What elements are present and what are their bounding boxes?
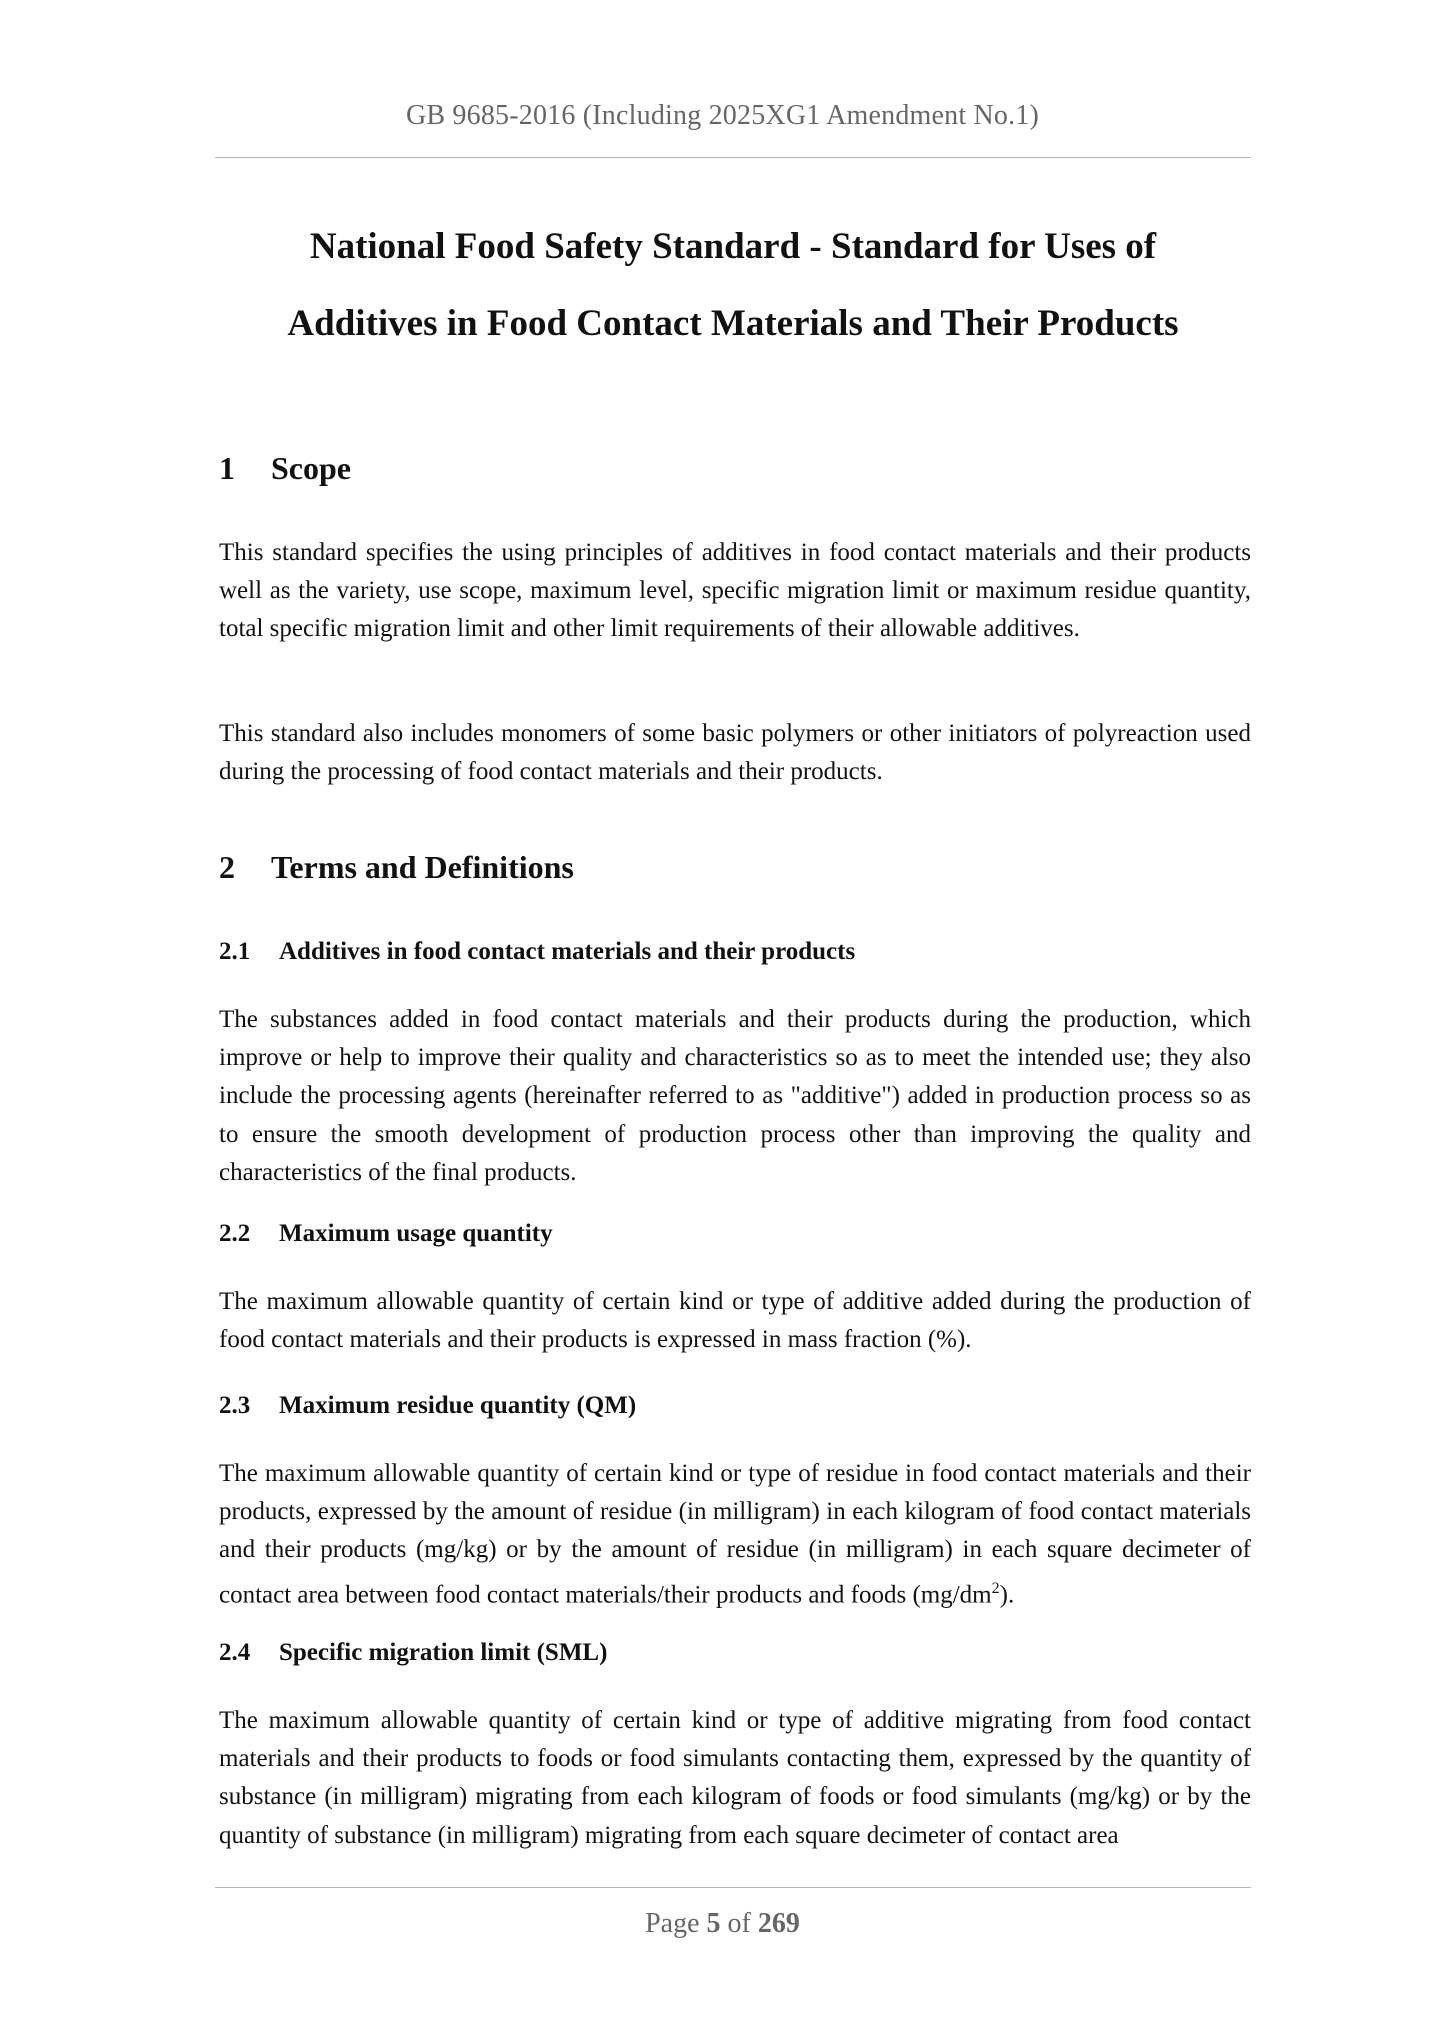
document-title bbox=[215, 208, 1251, 362]
subsection-title: Specific migration limit (SML) bbox=[279, 1639, 608, 1666]
page-number: 5 bbox=[706, 1908, 721, 1939]
definition-2-2-text: The maximum allowable quantity of certain kind or type of additive added during the production of food contact materials and their products is expressed in mass fraction (%). bbox=[219, 1288, 1251, 1354]
section-1-heading bbox=[219, 450, 351, 487]
subsection-2-4-heading bbox=[219, 1639, 607, 1667]
page-label: Page bbox=[645, 1908, 700, 1939]
section-title: Terms and Definitions bbox=[271, 849, 574, 885]
subsection-2-1-heading bbox=[219, 938, 855, 966]
scope-paragraph-2: This standard also includes monomers of some basic polymers or other initiators of polyreaction used during the processing of food contact materials and their products. bbox=[219, 720, 1251, 786]
of-label: of bbox=[727, 1908, 751, 1939]
section-title: Scope bbox=[271, 450, 351, 486]
subsection-number: 2.1 bbox=[219, 938, 251, 965]
footer-divider bbox=[215, 1887, 1251, 1888]
definition-2-4-text: The maximum allowable quantity of certain kind or type of additive migrating from food contact materials and their products to foods or food simulants contacting them, expressed by the quantity of substance (in milligram) migrating from each kilogram of foods or food simulants (mg/kg) or by the quantity of substance (in milligram) migrating from each square decimeter of contact area bbox=[219, 1707, 1251, 1849]
definition-2-3-body: The maximum allowable quantity of certain kind or type of residue in food contact materials and their products, expressed by the amount of residue (in milligram) in each kilogram of food contact materials and their products (mg/kg) or by the amount of residue (in milligram) in each square decimeter of contact area between food contact materials/their products and foods (mg/dm bbox=[219, 1460, 1251, 1608]
section-2-heading bbox=[219, 849, 574, 886]
section-number: 2 bbox=[219, 849, 235, 885]
header-divider bbox=[215, 157, 1251, 158]
definition-2-3-text bbox=[219, 1455, 1251, 1614]
definition-2-3-end: ). bbox=[999, 1580, 1015, 1608]
definition-2-1-text: The substances added in food contact materials and their products during the production, which improve or help to improve their quality and characteristics so as to meet the intended use; they also include the processing agents (hereinafter referred to as "additive") added in production process so as to ensure the smooth development of production process other than improving the quality and characteristics of the final products. bbox=[219, 1006, 1251, 1186]
subsection-title: Additives in food contact materials and their products bbox=[279, 938, 856, 965]
subsection-number: 2.3 bbox=[219, 1392, 251, 1419]
section-number: 1 bbox=[219, 450, 235, 486]
total-pages: 269 bbox=[757, 1908, 800, 1939]
title-line-2: Additives in Food Contact Materials and Their Products bbox=[287, 303, 1179, 344]
subsection-2-3-heading bbox=[219, 1392, 636, 1420]
scope-paragraph-1: This standard specifies the using principles of additives in food contact materials and their products well as the variety, use scope, maximum level, specific migration limit or maximum residue quantity, total specific migration limit and other limit requirements of their allowable additives. bbox=[219, 539, 1251, 643]
subsection-number: 2.2 bbox=[219, 1220, 251, 1247]
subsection-title: Maximum usage quantity bbox=[279, 1220, 553, 1247]
subsection-number: 2.4 bbox=[219, 1639, 251, 1666]
subsection-2-2-heading bbox=[219, 1220, 553, 1248]
running-header: GB 9685-2016 (Including 2025XG1 Amendment No.1) bbox=[405, 100, 1040, 131]
title-line-1: National Food Safety Standard - Standard for Uses of bbox=[309, 226, 1157, 267]
page-footer bbox=[0, 1908, 1445, 1940]
subsection-title: Maximum residue quantity (QM) bbox=[279, 1392, 637, 1419]
superscript-2: 2 bbox=[991, 1579, 1000, 1597]
